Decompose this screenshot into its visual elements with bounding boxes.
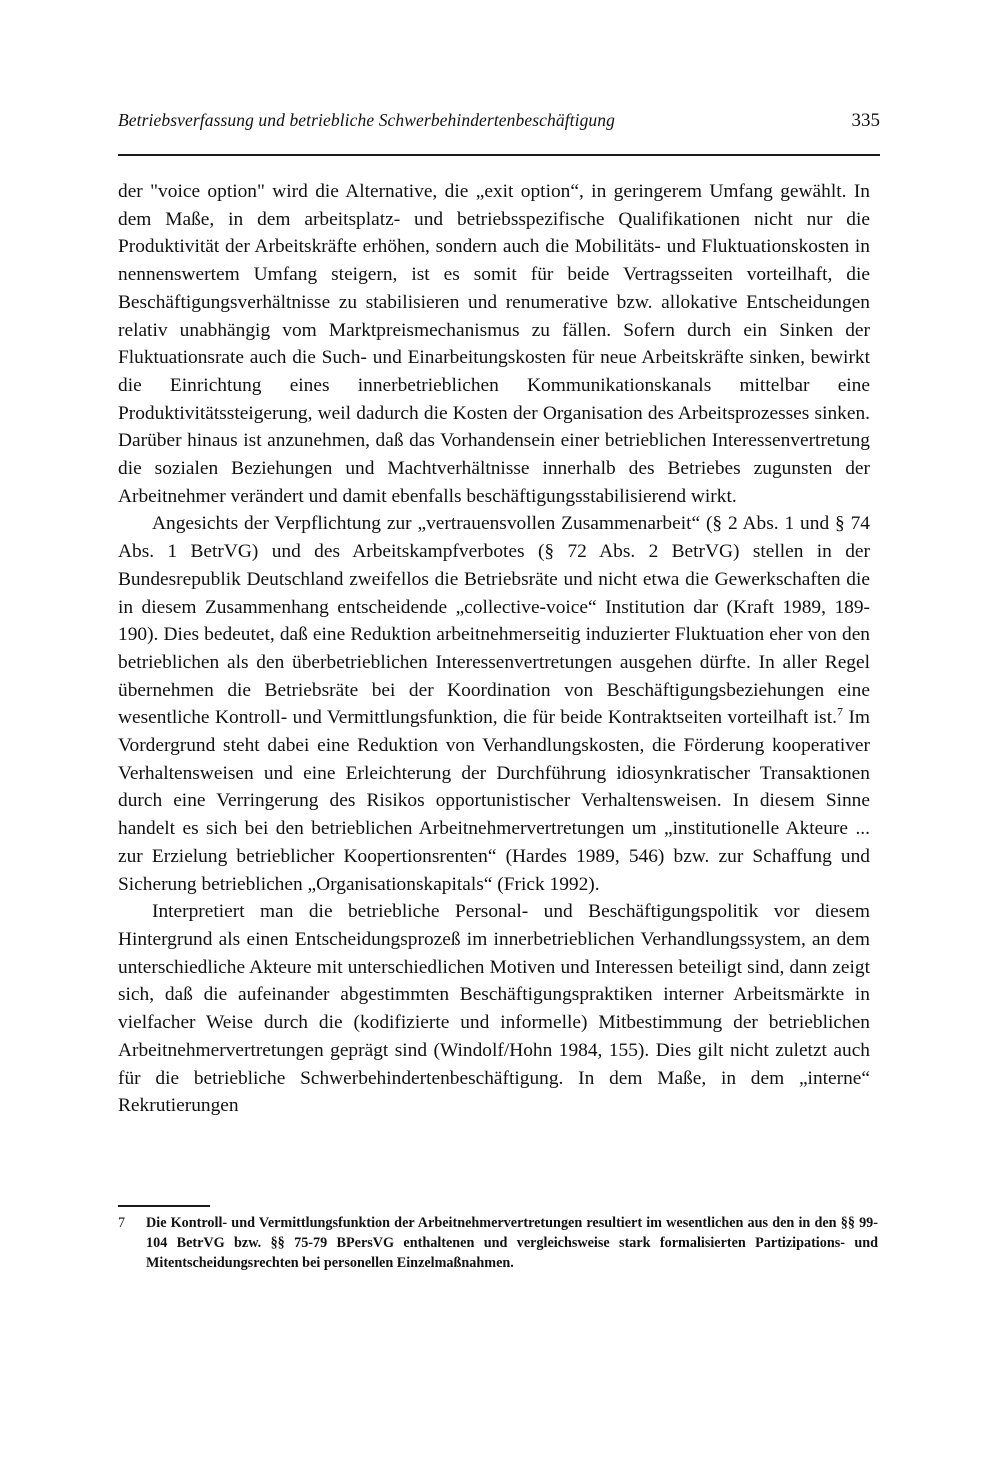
paragraph-2-text-after: Im Vordergrund steht dabei eine Reduktion von Verhandlungskosten, die Förderung kooperativer Verhaltensweisen und eine Erleichterung der Durchführung idiosynkratischer Transaktionen durch eine Verringerung des Risikos opportunistischer Verhaltensweisen. In diesem Sinne handelt es sich bei den betrieblichen Arbeitnehmervertretungen um „institutionelle Akteure ... zur Erzielung betrieblicher Koopertionsrenten“ (Hardes 1989, 546) bzw. zur Schaffung und Sicherung betrieblichen „Organisationskapitals“ (Frick 1992). (118, 707, 870, 895)
running-title: Betriebsverfassung und betriebliche Schwerbehindertenbeschäftigung (118, 110, 615, 130)
paragraph-2 (118, 510, 870, 898)
header-rule (118, 154, 880, 156)
footnote-text: Die Kontroll- und Vermittlungsfunktion der Arbeitnehmervertretungen resultiert im wesentlichen aus den in den §§ 99-104 BetrVG bzw. §§ 75-79 BPersVG enthaltenen und vergleichsweise stark formalisierten Partizipations- und Mitentscheidungsrechten bei personellen Einzelmaßnahmen. (146, 1215, 878, 1271)
running-header (118, 110, 880, 144)
body-text (118, 178, 870, 1120)
footnote-number: 7 (118, 1215, 126, 1231)
paragraph-2-text-before: Angesichts der Verpflichtung zur „vertrauensvollen Zusammenarbeit“ (§ 2 Abs. 1 und § 74 Abs. 1 BetrVG) und des Arbeitskampfverbotes (§ 72 Abs. 2 BetrVG) stellen in der Bundesrepublik Deutschland zweifellos die Betriebsräte und nicht etwa die Gewerkschaften die in diesem Zusammenhang entscheidende „collective-voice“ Institution dar (Kraft 1989, 189-190). Dies bedeutet, daß eine Reduktion arbeitnehmerseitig induzierter Fluktuation eher von den betrieblichen als den überbetrieblichen Interessenvertretungen ausgehen dürfte. In aller Regel übernehmen die Betriebsräte bei der Koordination von Beschäftigungsbeziehungen eine wesentliche Kontroll- und Vermittlungsfunktion, die für beide Kontraktseiten vorteilhaft ist. (118, 513, 870, 729)
paragraph-1: der "voice option" wird die Alternative, die „exit option“, in geringerem Umfang gewählt. In dem Maße, in dem arbeitsplatz- und betriebsspezifische Qualifikationen nicht nur die Produktivität der Arbeitskräfte erhöhen, sondern auch die Mobilitäts- und Fluktuationskosten in nennenswertem Umfang steigern, ist es somit für beide Vertragsseiten vorteilhaft, die Beschäftigungsverhältnisse zu stabilisieren und renumerative bzw. allokative Entscheidungen relativ unabhängig vom Marktpreismechanismus zu fällen. Sofern durch ein Sinken der Fluktuationsrate auch die Such- und Einarbeitungskosten für neue Arbeitskräfte sinken, bewirkt die Einrichtung eines innerbetrieblichen Kommunikationskanals mittelbar eine Produktivitätssteigerung, weil dadurch die Kosten der Organisation des Arbeitsprozesses sinken. Darüber hinaus ist anzunehmen, daß das Vorhandensein einer betrieblichen Interessenvertretung die sozialen Beziehungen und Machtverhältnisse innerhalb des Betriebes zugunsten der Arbeitnehmer verändert und damit ebenfalls beschäftigungsstabilisierend wirkt. (118, 181, 870, 507)
footnote-rule (118, 1205, 210, 1207)
footnote (118, 1213, 878, 1273)
page-number: 335 (851, 110, 880, 131)
paragraph-3: Interpretiert man die betriebliche Personal- und Beschäftigungspolitik vor diesem Hintergrund als einen Entscheidungsprozeß im innerbetrieblichen Verhandlungssystem, an dem unterschiedliche Akteure mit unterschiedlichen Motiven und Interessen beteiligt sind, dann zeigt sich, daß die aufeinander abgestimmten Beschäftigungspraktiken interner Arbeitsmärkte in vielfacher Weise durch die (kodifizierte und informelle) Mitbestimmung der betrieblichen Arbeitnehmervertretungen geprägt sind (Windolf/Hohn 1984, 155). Dies gilt nicht zuletzt auch für die betriebliche Schwerbehindertenbeschäftigung. In dem Maße, in dem „interne“ Rekrutierungen (118, 901, 870, 1117)
footnote-reference[interactable]: 7 (836, 704, 843, 719)
